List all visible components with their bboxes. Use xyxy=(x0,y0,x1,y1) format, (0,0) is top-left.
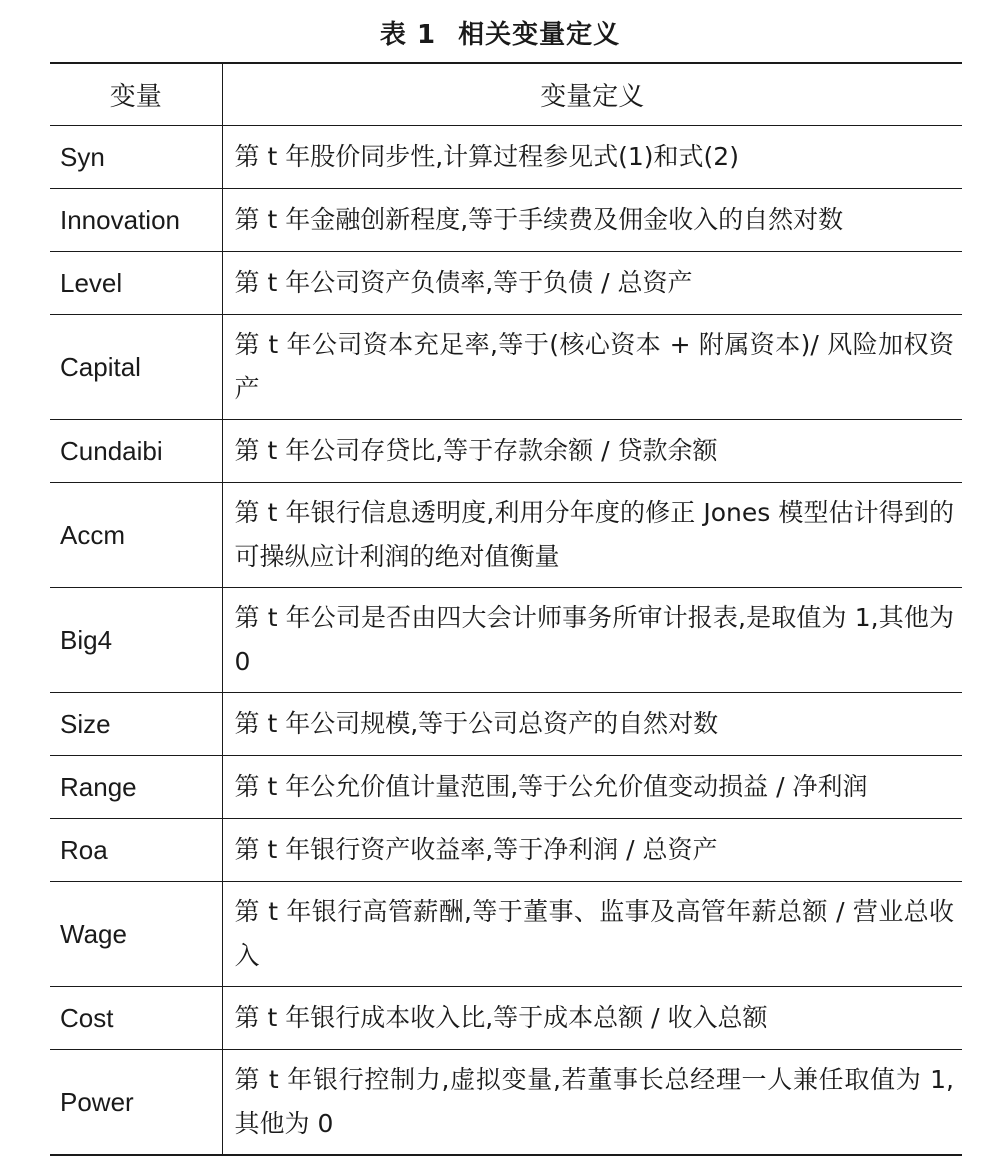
variable-name: Accm xyxy=(50,483,222,588)
variable-definition: 第 t 年金融创新程度,等于手续费及佣金收入的自然对数 xyxy=(222,189,962,252)
table-row xyxy=(50,1050,962,1156)
variable-definition: 第 t 年银行高管薪酬,等于董事、监事及高管年薪总额 / 营业总收入 xyxy=(222,882,962,987)
variable-name: Roa xyxy=(50,819,222,882)
variable-definition: 第 t 年公司资本充足率,等于(核心资本 + 附属资本)/ 风险加权资产 xyxy=(222,315,962,420)
variable-name: Power xyxy=(50,1050,222,1156)
header-variable: 变量 xyxy=(50,63,222,126)
variable-definition: 第 t 年股价同步性,计算过程参见式(1)和式(2) xyxy=(222,126,962,189)
variable-definition: 第 t 年公司规模,等于公司总资产的自然对数 xyxy=(222,693,962,756)
table-row xyxy=(50,588,962,693)
table-row xyxy=(50,483,962,588)
variable-name: Wage xyxy=(50,882,222,987)
variable-definition: 第 t 年公司存贷比,等于存款余额 / 贷款余额 xyxy=(222,420,962,483)
table-row xyxy=(50,252,962,315)
variable-definition: 第 t 年公司是否由四大会计师事务所审计报表,是取值为 1,其他为 0 xyxy=(222,588,962,693)
variable-name: Innovation xyxy=(50,189,222,252)
table-caption: 相关变量定义 xyxy=(458,20,621,50)
variable-name: Capital xyxy=(50,315,222,420)
table-title xyxy=(0,18,1000,52)
variable-name: Size xyxy=(50,693,222,756)
variable-definition: 第 t 年公允价值计量范围,等于公允价值变动损益 / 净利润 xyxy=(222,756,962,819)
variable-definition: 第 t 年银行成本收入比,等于成本总额 / 收入总额 xyxy=(222,987,962,1050)
variable-definition: 第 t 年银行控制力,虚拟变量,若董事长总经理一人兼任取值为 1,其他为 0 xyxy=(222,1050,962,1156)
variable-name: Syn xyxy=(50,126,222,189)
variable-definitions-table xyxy=(50,62,962,1156)
table-row xyxy=(50,315,962,420)
variable-definition: 第 t 年银行信息透明度,利用分年度的修正 Jones 模型估计得到的可操纵应计利润的绝对值衡量 xyxy=(222,483,962,588)
table-row xyxy=(50,756,962,819)
table-row xyxy=(50,126,962,189)
variable-name: Big4 xyxy=(50,588,222,693)
table-row xyxy=(50,189,962,252)
table-row xyxy=(50,693,962,756)
variable-definition: 第 t 年公司资产负债率,等于负债 / 总资产 xyxy=(222,252,962,315)
variable-name: Level xyxy=(50,252,222,315)
variable-name: Cost xyxy=(50,987,222,1050)
header-definition: 变量定义 xyxy=(540,82,645,112)
table-row xyxy=(50,987,962,1050)
table-label: 表 1 xyxy=(379,20,437,50)
variable-name: Range xyxy=(50,756,222,819)
variable-name: Cundaibi xyxy=(50,420,222,483)
table-row xyxy=(50,420,962,483)
variable-definition: 第 t 年银行资产收益率,等于净利润 / 总资产 xyxy=(222,819,962,882)
table-row xyxy=(50,819,962,882)
header-row xyxy=(50,63,962,126)
table-row xyxy=(50,882,962,987)
